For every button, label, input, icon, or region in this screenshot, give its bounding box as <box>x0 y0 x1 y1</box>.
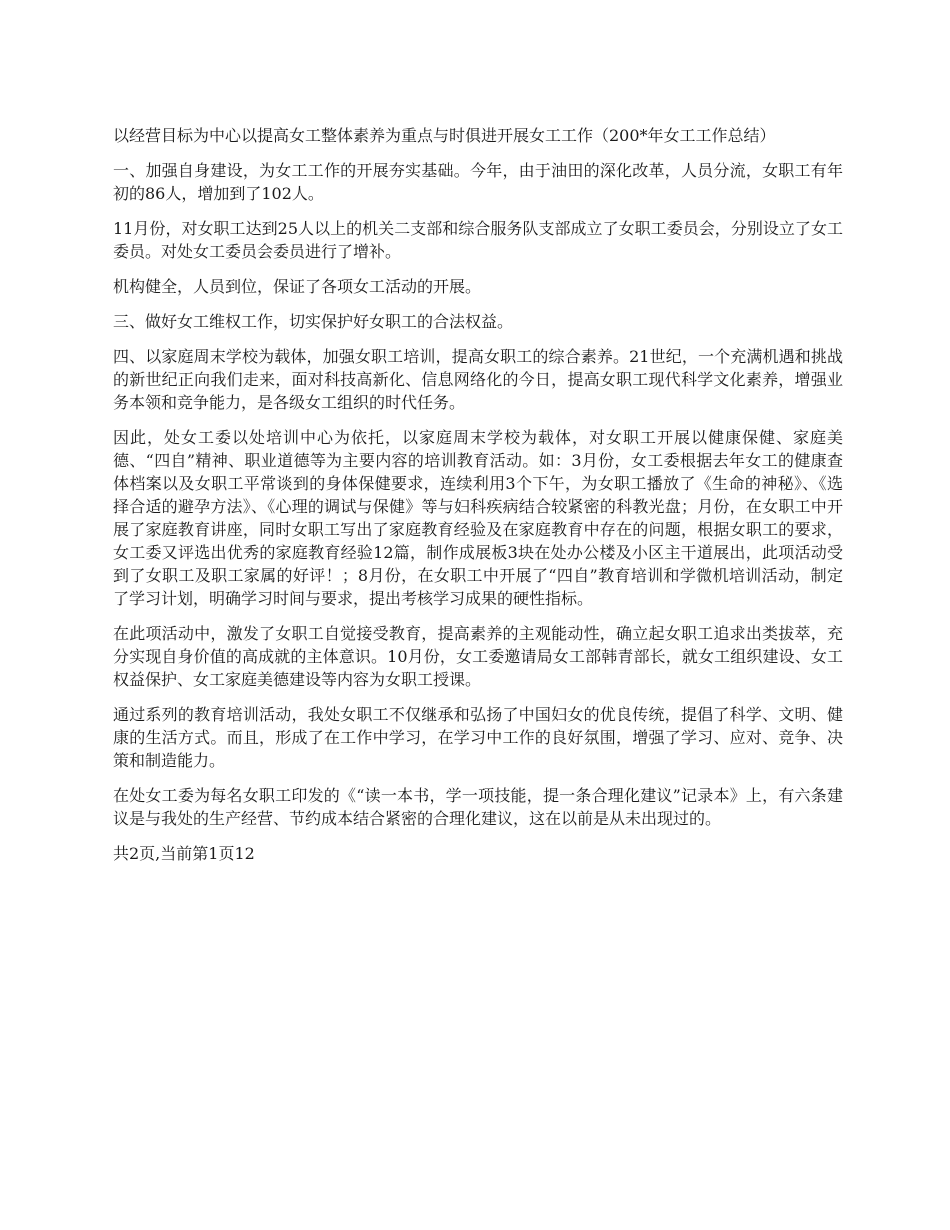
page-indicator: 共2页,当前第1页12 <box>113 844 255 863</box>
paragraph: 在处女工委为每名女职工印发的《“读一本书，学一项技能，提一条合理化建议”记录本》上，有六条建议是与我处的生产经营、节约成本结合紧密的合理化建议，这在以前是从未出现过的。 <box>113 786 843 828</box>
paragraph: 机构健全，人员到位，保证了各项女工活动的开展。 <box>113 277 482 296</box>
paragraph: 在此项活动中，激发了女职工自觉接受教育，提高素养的主观能动性，确立起女职工追求出类拔萃，充分实现自身价值的高成就的主体意识。10月份，女工委邀请局女工部韩青部长，就女工组织建设、女工权益保护、女工家庭美德建设等内容为女职工授课。 <box>113 624 843 689</box>
paragraph: 因此，处女工委以处培训中心为依托，以家庭周末学校为载体，对女职工开展以健康保健、家庭美德、“四自”精神、职业道德等为主要内容的培训教育活动。如：3月份，女工委根据去年女工的健康查体档案以及女职工平常谈到的身体保健要求，连续利用3个下午，为女职工播放了《生命的神秘》、《选择合适的避孕方法》、《心理的调试与保健》等与妇科疾病结合较紧密的科教光盘；月份，在女职工中开展了家庭教育讲座，同时女职工写出了家庭教育经验及在家庭教育中存在的问题，根据女职工的要求，女工委又评选出优秀的家庭教育经验12篇，制作成展板3块在处办公楼及小区主干道展出，此项活动受到了女职工及职工家属的好评！；8月份，在女职工中开展了“四自”教育培训和学微机培训活动，制定了学习计划，明确学习时间与要求，提出考核学习成果的硬性指标。 <box>113 428 843 608</box>
paragraph: 通过系列的教育培训活动，我处女职工不仅继承和弘扬了中国妇女的优良传统，提倡了科学、文明、健康的生活方式。而且，形成了在工作中学习，在学习中工作的良好氛围，增强了学习、应对、竞争、决策和制造能力。 <box>113 705 843 770</box>
paragraph: 一、加强自身建设，为女工工作的开展夯实基础。今年，由于油田的深化改革，人员分流，女职工有年初的86人，增加到了102人。 <box>113 161 843 203</box>
paragraph: 11月份，对女职工达到25人以上的机关二支部和综合服务队支部成立了女职工委员会，分别设立了女工委员。对处女工委员会委员进行了增补。 <box>113 219 843 261</box>
paragraph: 三、做好女工维权工作，切实保护好女职工的合法权益。 <box>113 312 514 331</box>
paragraph: 四、以家庭周末学校为载体，加强女职工培训，提高女职工的综合素养。21世纪，一个充满机遇和挑战的新世纪正向我们走来，面对科技高新化、信息网络化的今日，提高女职工现代科学文化素养，增强业务本领和竞争能力，是各级女工组织的时代任务。 <box>113 347 843 412</box>
document-title: 以经营目标为中心以提高女工整体素养为重点与时俱进开展女工工作（200*年女工工作总结） <box>113 126 776 145</box>
document-page <box>113 124 843 877</box>
